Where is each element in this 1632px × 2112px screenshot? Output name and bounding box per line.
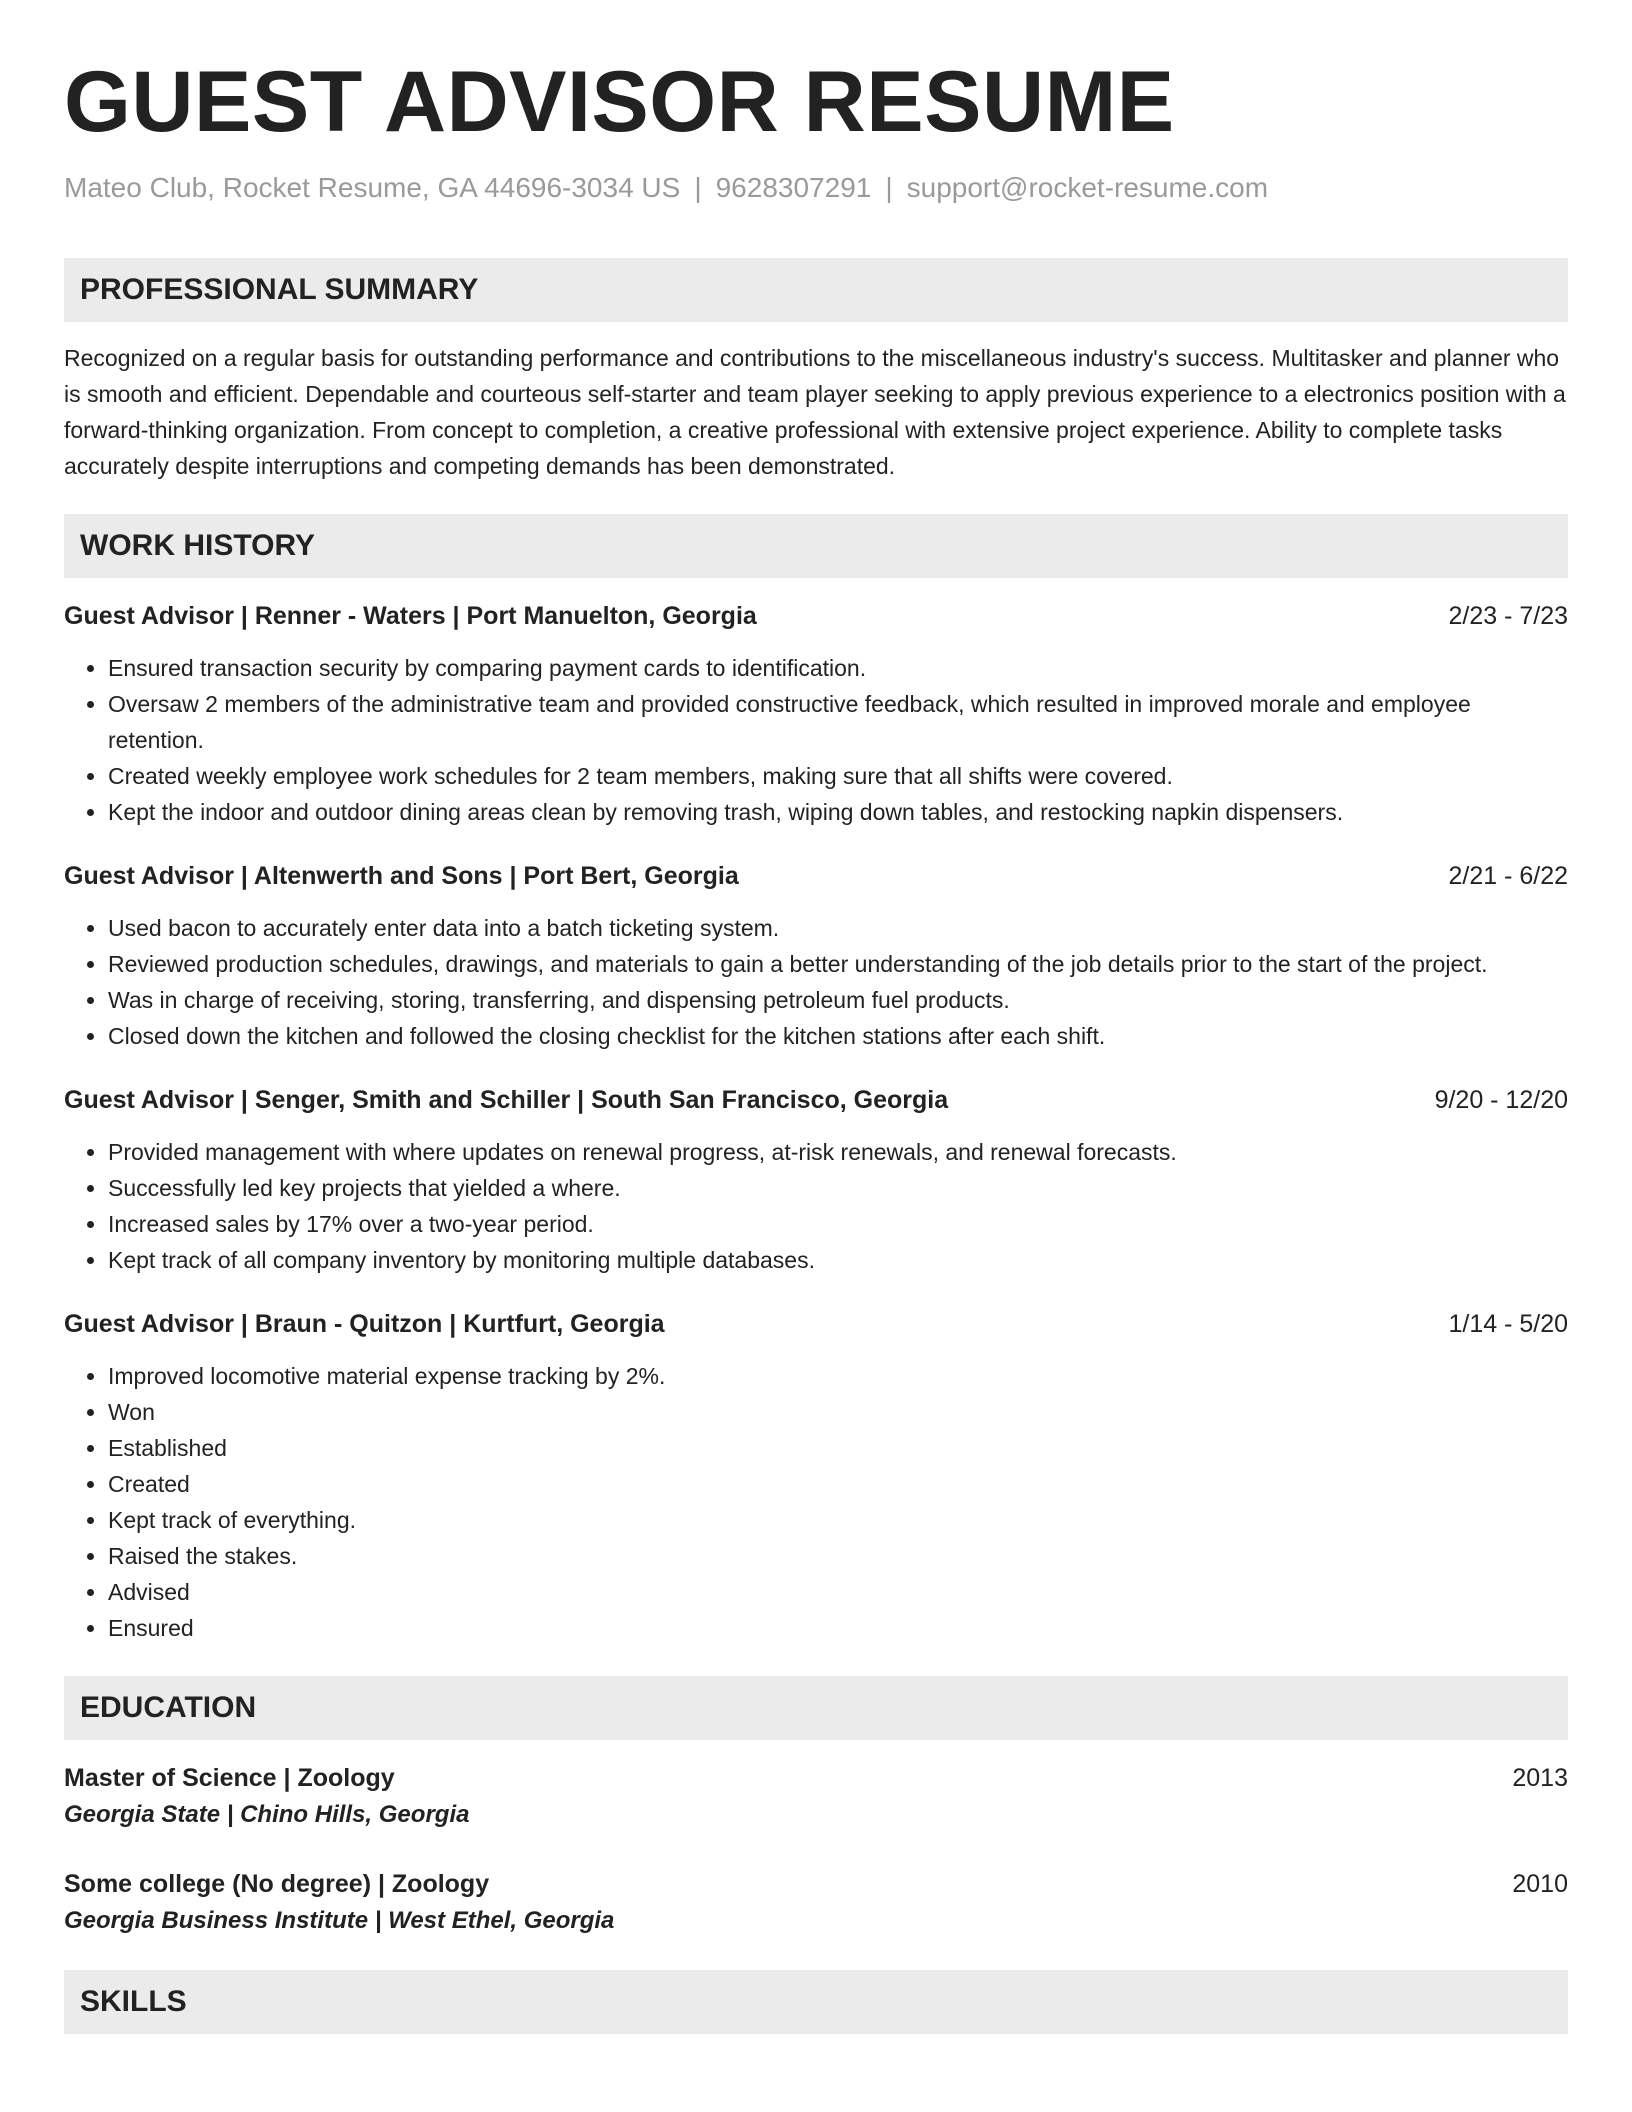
job-title: Guest Advisor | Braun - Quitzon | Kurtfurt, Georgia bbox=[64, 1310, 665, 1338]
section-header-summary: PROFESSIONAL SUMMARY bbox=[64, 258, 1568, 322]
education-degree: Some college (No degree) | Zoology bbox=[64, 1870, 490, 1898]
job-bullets bbox=[64, 650, 1568, 830]
job-bullet: • Provided management with where updates on renewal progress, at-risk renewals, and renewal forecasts. bbox=[108, 1134, 1568, 1170]
job-bullet: • Raised the stakes. bbox=[108, 1538, 1568, 1574]
job-dates: 2/23 - 7/23 bbox=[1448, 602, 1568, 630]
job-title: Guest Advisor | Altenwerth and Sons | Port Bert, Georgia bbox=[64, 862, 739, 890]
job-header bbox=[64, 598, 1568, 634]
job-header bbox=[64, 1306, 1568, 1342]
job-bullet: • Ensured transaction security by comparing payment cards to identification. bbox=[108, 650, 1568, 686]
job-bullet: • Reviewed production schedules, drawings, and materials to gain a better understanding of the job details prior to the start of the project. bbox=[108, 946, 1568, 982]
education-year: 2013 bbox=[1512, 1764, 1568, 1792]
job-entry bbox=[64, 1306, 1568, 1646]
education-entry bbox=[64, 1866, 1568, 1940]
job-dates: 9/20 - 12/20 bbox=[1434, 1086, 1568, 1114]
job-bullet: • Oversaw 2 members of the administrative team and provided constructive feedback, which resulted in improved morale and employee retention. bbox=[108, 686, 1568, 758]
job-bullet: • Used bacon to accurately enter data into a batch ticketing system. bbox=[108, 910, 1568, 946]
job-bullet: • Created bbox=[108, 1466, 1568, 1502]
job-bullets bbox=[64, 1358, 1568, 1646]
section-header-work-history: WORK HISTORY bbox=[64, 514, 1568, 578]
job-bullet: • Improved locomotive material expense tracking by 2%. bbox=[108, 1358, 1568, 1394]
section-header-education: EDUCATION bbox=[64, 1676, 1568, 1740]
job-bullet: • Advised bbox=[108, 1574, 1568, 1610]
job-bullet: • Was in charge of receiving, storing, transferring, and dispensing petroleum fuel products. bbox=[108, 982, 1568, 1018]
education-school: Georgia Business Institute | West Ethel, Georgia bbox=[64, 1907, 615, 1934]
section-header-skills: SKILLS bbox=[64, 1970, 1568, 2034]
contact-phone: 9628307291 bbox=[715, 172, 872, 203]
job-bullet: • Kept the indoor and outdoor dining areas clean by removing trash, wiping down tables, and restocking napkin dispensers. bbox=[108, 794, 1568, 830]
job-bullet: • Kept track of everything. bbox=[108, 1502, 1568, 1538]
education-school: Georgia State | Chino Hills, Georgia bbox=[64, 1801, 470, 1828]
job-title: Guest Advisor | Senger, Smith and Schiller | South San Francisco, Georgia bbox=[64, 1086, 949, 1114]
job-bullet: • Successfully led key projects that yielded a where. bbox=[108, 1170, 1568, 1206]
job-bullets bbox=[64, 1134, 1568, 1278]
contact-separator: | bbox=[694, 172, 702, 203]
education-degree: Master of Science | Zoology bbox=[64, 1764, 395, 1792]
job-dates: 1/14 - 5/20 bbox=[1448, 1310, 1568, 1338]
job-entry bbox=[64, 858, 1568, 1054]
job-bullet: • Established bbox=[108, 1430, 1568, 1466]
resume-title: GUEST ADVISOR RESUME bbox=[64, 54, 1175, 150]
job-header bbox=[64, 858, 1568, 894]
job-header bbox=[64, 1082, 1568, 1118]
job-entry bbox=[64, 598, 1568, 830]
education-header bbox=[64, 1760, 1568, 1796]
education-header bbox=[64, 1866, 1568, 1902]
contact-separator: | bbox=[885, 172, 893, 203]
contact-line bbox=[64, 170, 1568, 206]
job-entry bbox=[64, 1082, 1568, 1278]
job-bullet: • Won bbox=[108, 1394, 1568, 1430]
contact-address: Mateo Club, Rocket Resume, GA 44696-3034 US bbox=[64, 172, 681, 203]
contact-email: support@rocket-resume.com bbox=[906, 172, 1269, 203]
education-year: 2010 bbox=[1512, 1870, 1568, 1898]
job-bullet: • Kept track of all company inventory by monitoring multiple databases. bbox=[108, 1242, 1568, 1278]
job-title: Guest Advisor | Renner - Waters | Port Manuelton, Georgia bbox=[64, 602, 757, 630]
summary-text: Recognized on a regular basis for outstanding performance and contributions to the miscellaneous industry's success. Multitasker and planner who is smooth and efficient. Dependable and courteous self-starter and team player seeking to apply previous experience to a electronics position with a forward-thinking organization. From concept to completion, a creative professional with extensive project experience. Ability to complete tasks accurately despite interruptions and competing demands has been demonstrated. bbox=[64, 345, 1566, 479]
job-bullet: • Increased sales by 17% over a two-year period. bbox=[108, 1206, 1568, 1242]
job-bullets bbox=[64, 910, 1568, 1054]
job-bullet: • Closed down the kitchen and followed the closing checklist for the kitchen stations after each shift. bbox=[108, 1018, 1568, 1054]
job-bullet: • Ensured bbox=[108, 1610, 1568, 1646]
job-bullet: • Created weekly employee work schedules for 2 team members, making sure that all shifts were covered. bbox=[108, 758, 1568, 794]
education-entry bbox=[64, 1760, 1568, 1834]
job-dates: 2/21 - 6/22 bbox=[1448, 862, 1568, 890]
